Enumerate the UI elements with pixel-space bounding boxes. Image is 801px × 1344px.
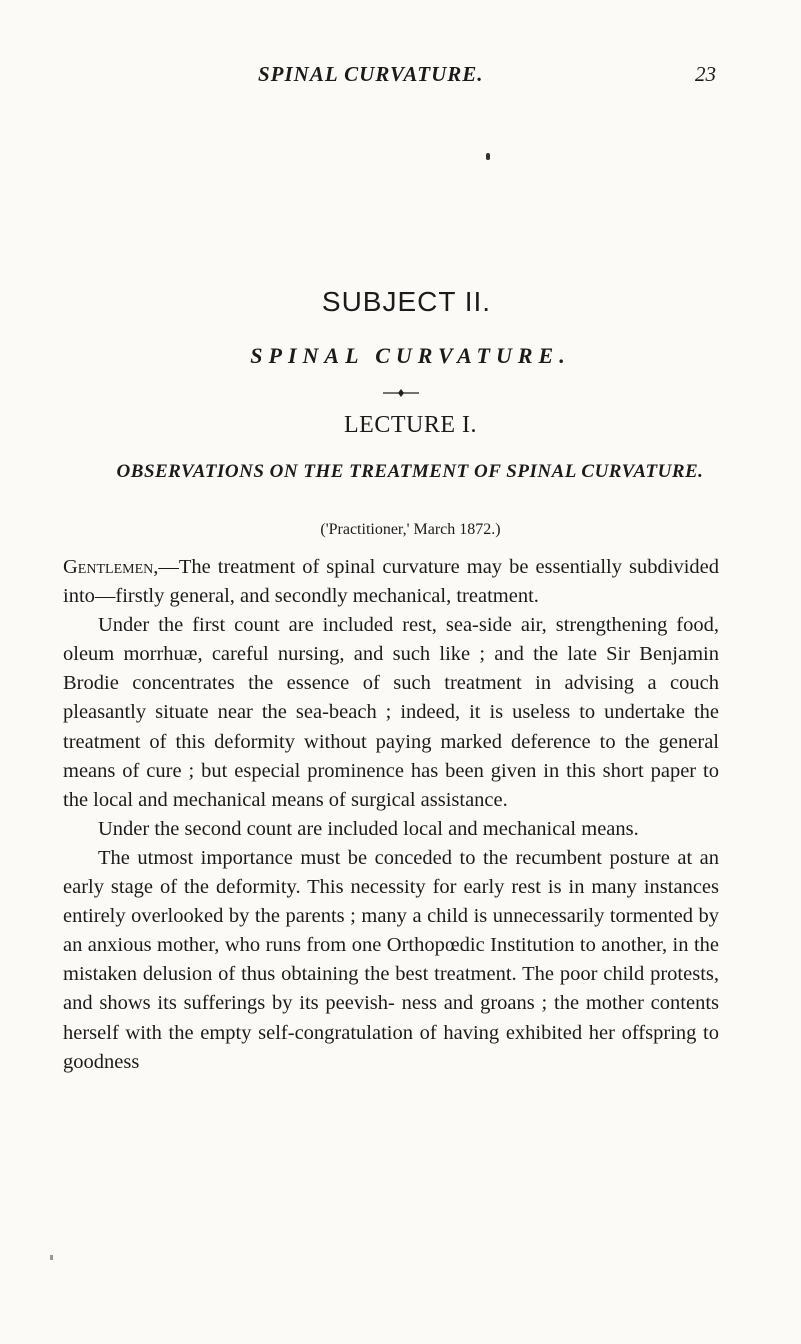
page-number: 23: [695, 62, 716, 86]
ink-speck: [486, 153, 490, 160]
subject-heading: SUBJECT II.: [321, 286, 492, 317]
lecture-title: OBSERVATIONS ON THE TREATMENT OF SPINAL CURVATURE.: [116, 461, 704, 482]
source-note: ('Practitioner,' March 1872.): [320, 521, 501, 538]
paragraph-text: —The treatment of spinal curvature may be essentially subdivided into—firstly general, and secondly mechanical, treatment.: [63, 556, 719, 608]
paragraph: Under the first count are included rest, sea-side air, strengthening food, oleum morrhuæ, careful nursing, and such like ; and the late Sir Benjamin Brodie concentrates the essence of such treatment in advising a couch pleasantly situate near the sea-beach ; indeed, it is useless to undertake the treatment of this deformity without paying marked deference to the general means of cure ; but especial prominence has been given in this short paper to the local and mechanical means of surgical assistance.: [63, 614, 719, 811]
lecture-heading: LECTURE I.: [344, 412, 477, 438]
paragraph: [63, 553, 719, 611]
margin-speck: [50, 1255, 53, 1260]
salutation: Gentlemen,: [63, 556, 159, 578]
rule-ornament-icon: [383, 388, 419, 398]
paragraph: The utmost importance must be conceded to the recumbent posture at an early stage of the deformity. This necessity for early rest is in many instances entirely overlooked by the parents ; many a child is unnecessarily tormented by an anxious mother, who runs from one Orthopœdic Institution to another, in the mistaken delusion of thus obtaining the best treatment. The poor child protests, and shows its sufferings by its peevish- ness and groans ; the mother contents herself with the empty self-congratulation of having exhibited her offspring to goodness: [63, 846, 719, 1073]
body-text: [63, 553, 719, 1077]
subject-title: SPINAL CURVATURE.: [250, 343, 571, 368]
running-title: SPINAL CURVATURE.: [258, 62, 484, 86]
paragraph: Under the second count are included local and mechanical means.: [98, 817, 639, 840]
